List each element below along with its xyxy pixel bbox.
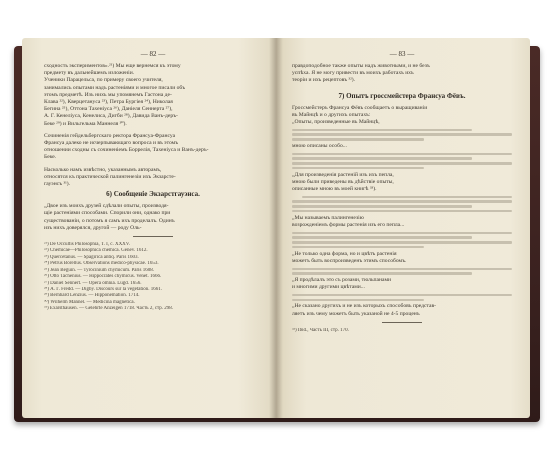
right-page-number: — 83 — [389, 50, 415, 58]
illegible-text-line [292, 210, 512, 212]
illegible-text-line [292, 153, 512, 155]
text-line: „Двое изъ моихъ друзей сдѣлали опыты, производя- [44, 203, 169, 210]
text-line: Беке. [44, 154, 57, 161]
text-line: и многими другими цвѣтами... [292, 284, 365, 291]
text-line: „Для произведенія растеній изъ ихъ пепла, [292, 171, 394, 178]
text-line: гауэнсъ ³¹). [44, 181, 71, 188]
illegible-text-line [292, 294, 512, 296]
text-line: „Не сказано другихъ и не изъ которыхъ способовъ представ- [292, 303, 436, 310]
text-line: Франсуа далеко не исчерпывающаго вопроса и въ этомъ [44, 140, 179, 147]
illegible-text-line [292, 133, 512, 135]
left-page-number: — 82 — [140, 50, 166, 58]
text-line: Сочиненія гейдельбергскаго ректора Франсуа-Франсуа [44, 132, 176, 139]
footnote: ²⁷) Daniel Sennert. — Opera omnia. Lugd. 1656. [44, 280, 142, 286]
section-heading-7: 7) Опытъ гроссмейстера Франсуа Фёвъ. [338, 91, 466, 100]
right-section-body [292, 105, 512, 318]
illegible-text-line [292, 241, 512, 243]
text-line: предмету въ дальнейшемъ изложеніи. [44, 70, 135, 77]
text-line: изъ нихъ доверялся, другой — роду Оль- [44, 224, 142, 231]
text-line: „Мы называемъ палингенезію [292, 214, 364, 221]
text-line: относятся къ практической палингенезіи ихъ Экзарсте- [44, 173, 176, 180]
text-line: ляетъ изъ чему можетъ быть указаной не 4-5 проценъ [292, 310, 420, 317]
text-line: отношении сходны съ сочиненіемъ Боррелія, Тахеніуса и Ванъ-деръ- [44, 147, 209, 154]
footnote: ²⁸) А. Г. Fredd. — Digby. Discours sur la vegetation. 1661. [44, 286, 163, 292]
footnote: ³¹) Exarsthausen. — Gelehrte Anzeigen 1718. Часть 2, стр. 298. [44, 306, 174, 312]
illegible-text-line [292, 299, 424, 301]
footnote: ²¹) De Occultis Philosophia, Т. I, с. ХХХV. [44, 242, 131, 248]
right-body [292, 63, 512, 85]
text-line: этомъ предметѣ. Изъ нихъ мы упомянемъ Гастона де- [44, 91, 172, 98]
text-line: въ Майнцѣ и о другихъ опытахъ: [292, 111, 371, 118]
illegible-text-line [302, 196, 512, 198]
illegible-text-line [292, 236, 472, 238]
text-line: мною описаны особо... [292, 142, 347, 149]
footnote-rule [133, 236, 173, 237]
text-line: мною были приведены въ дѣйствіе опыты, [292, 178, 394, 185]
text-line: занимались опытами надъ растеніями и многое писали объ [44, 84, 186, 91]
left-footnotes [44, 242, 262, 312]
text-line: возрожденіемъ формы растенія изъ его пепла... [292, 222, 405, 228]
left-section-body [44, 203, 262, 232]
footnote-rule [382, 322, 422, 323]
footnote: ²⁶) Otto Tachenius. — Hippocrates chymicus. Venet. 1666. [44, 274, 162, 280]
right-page [276, 38, 530, 418]
text-line: Насколько намъ извѣстно, указаннымъ авторамъ, [44, 166, 162, 173]
text-line: правдоподобное также опыты надъ животными, и не безъ [292, 63, 430, 69]
left-body [44, 63, 262, 188]
text-line: теоріи и ихъ рецептовъ ³²). [292, 77, 356, 84]
text-line: описанные мною въ моей книгѣ ³³). [292, 186, 377, 193]
illegible-text-line [292, 167, 424, 169]
text-line: сходность экспериментов».²¹) Мы еще вернемся къ этому [44, 63, 181, 69]
section-heading-6: 6) Сообщеніе Экзарстгауэнса. [106, 190, 200, 199]
text-line: существованіи, о потомъ я самъ ихъ проделалъ. Одинъ [44, 217, 175, 224]
illegible-text-line [292, 200, 512, 202]
text-line: Клава ²²), Кверцетануса ²³), Петра Бургіея ²⁴), Николая [44, 99, 173, 106]
footnote: ²⁴) Petrus Borellus. Observations medico-physicae. 1653. [44, 261, 159, 267]
text-line: щіе растеніями способами. Спорили они, однако при [44, 210, 171, 217]
footnote: ²⁹) Bernhard Lenzius. — Hipponemation. 1714. [44, 293, 140, 299]
illegible-text-line [292, 272, 472, 274]
illegible-text-line [292, 138, 424, 140]
footnote: ³⁰) Wilhelm Mannel. — Medicina magnetica. [44, 299, 135, 305]
left-page [22, 38, 276, 418]
illegible-text-line [292, 268, 512, 270]
footnote: ³²) Ibid., Часть III, стр. 170. [292, 327, 349, 333]
illegible-text-line [292, 232, 512, 234]
text-line: „Я продѣлалъ это съ розами, тюльпанами [292, 277, 391, 284]
illegible-text-line [292, 205, 472, 207]
text-line: Ученики Парацельса, по примеру своего учителя, [44, 77, 163, 84]
footnote: ²⁵) Jean Beguin. — Tyrocinium chymicum. Paris 1608. [44, 267, 155, 273]
footnote: ²²) Chemicae—Philosophica chemica. Genev. 1612. [44, 248, 148, 254]
book-spread [22, 38, 530, 418]
text-line: можетъ быть воспроизведенъ этимъ способомъ. [292, 257, 407, 264]
text-line: Беке ²⁹) и Вильгельма Маннеля ³⁰). [44, 120, 127, 127]
text-line: успѣха. Я не могу привести въ моихъ работахъ ихъ [292, 70, 414, 77]
text-line: „Опыты, произведенные въ Майнцѣ, [292, 119, 380, 126]
illegible-text-line [292, 129, 472, 131]
illegible-text-line [292, 157, 472, 159]
text-line: А. Г. Кенеліуса, Кенелиса, Дигби ²⁸), Давида Ванъ-деръ- [44, 113, 178, 120]
text-line: Бегина ²⁵), Оттона Тахеніуса ²⁶), Даніеля Сеннерта ²⁷), [44, 106, 173, 113]
illegible-text-line [292, 246, 424, 248]
illegible-text-line [292, 162, 512, 164]
text-line: „Не только одна форма, но и цвѣтъ растенія [292, 250, 397, 257]
text-line: Гроссмейстеръ Франсуа Фёвъ сообщаетъ о выращиваніи [292, 104, 428, 111]
footnote: ²³) Quercetanus. — Spagirica antiq. Paris 1603. [44, 254, 139, 260]
